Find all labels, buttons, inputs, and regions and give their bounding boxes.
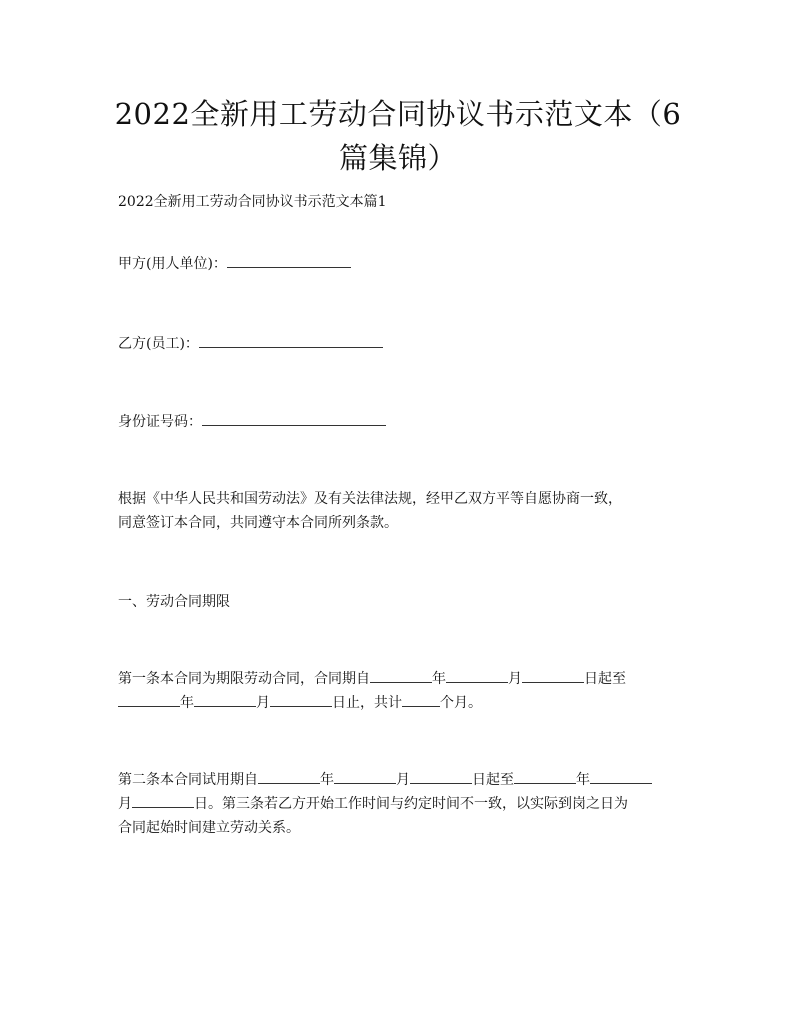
month-label: 月 bbox=[508, 671, 522, 687]
party-a-label: 甲方(用人单位)： bbox=[118, 256, 227, 272]
title-line-2: 篇集锦） bbox=[338, 141, 457, 175]
article-one-paragraph bbox=[118, 667, 688, 715]
party-b-label: 乙方(员工)： bbox=[118, 336, 199, 352]
year-label: 年 bbox=[320, 772, 334, 788]
day-from-label: 日起至 bbox=[472, 772, 514, 788]
preamble-paragraph bbox=[118, 487, 688, 535]
blank bbox=[132, 793, 194, 808]
year-label: 年 bbox=[576, 772, 590, 788]
document-title bbox=[100, 92, 696, 180]
party-a-line bbox=[118, 252, 688, 276]
title-line-1: 2022全新用工劳动合同协议书示范文本（6 bbox=[114, 97, 682, 131]
blank bbox=[334, 769, 396, 784]
blank bbox=[402, 692, 440, 707]
month-label: 月 bbox=[118, 796, 132, 812]
blank bbox=[410, 769, 472, 784]
article-one-text: 第一条本合同为期限劳动合同，合同期自 bbox=[118, 671, 370, 687]
party-a-blank bbox=[227, 253, 351, 268]
article-two-text: 第二条本合同试用期自 bbox=[118, 772, 258, 788]
section-heading: 2022全新用工劳动合同协议书示范文本篇1 bbox=[118, 194, 387, 210]
preamble-line-1: 根据《中华人民共和国劳动法》及有关法律法规，经甲乙双方平等自愿协商一致， bbox=[118, 491, 622, 507]
blank bbox=[514, 769, 576, 784]
year-label: 年 bbox=[432, 671, 446, 687]
party-b-line bbox=[118, 332, 688, 356]
month-label: 月 bbox=[256, 695, 270, 711]
day-from-label: 日起至 bbox=[584, 671, 626, 687]
id-blank bbox=[202, 411, 386, 426]
blank bbox=[118, 692, 180, 707]
day-to-label: 日止，共计 bbox=[332, 695, 402, 711]
months-label: 个月。 bbox=[440, 695, 482, 711]
year-label: 年 bbox=[180, 695, 194, 711]
blank bbox=[446, 668, 508, 683]
article-two-paragraph bbox=[118, 768, 688, 840]
chapter-one-heading: 一、劳动合同期限 bbox=[118, 594, 230, 610]
month-label: 月 bbox=[396, 772, 410, 788]
blank bbox=[522, 668, 584, 683]
blank bbox=[370, 668, 432, 683]
blank bbox=[270, 692, 332, 707]
party-b-blank bbox=[199, 333, 383, 348]
id-label: 身份证号码： bbox=[118, 414, 202, 430]
preamble-line-2: 同意签订本合同，共同遵守本合同所列条款。 bbox=[118, 515, 398, 531]
article-three-end: 合同起始时间建立劳动关系。 bbox=[118, 820, 300, 836]
blank bbox=[258, 769, 320, 784]
blank bbox=[194, 692, 256, 707]
id-number-line bbox=[118, 410, 688, 434]
blank bbox=[590, 769, 652, 784]
article-three-text: 日。第三条若乙方开始工作时间与约定时间不一致，以实际到岗之日为 bbox=[194, 796, 628, 812]
